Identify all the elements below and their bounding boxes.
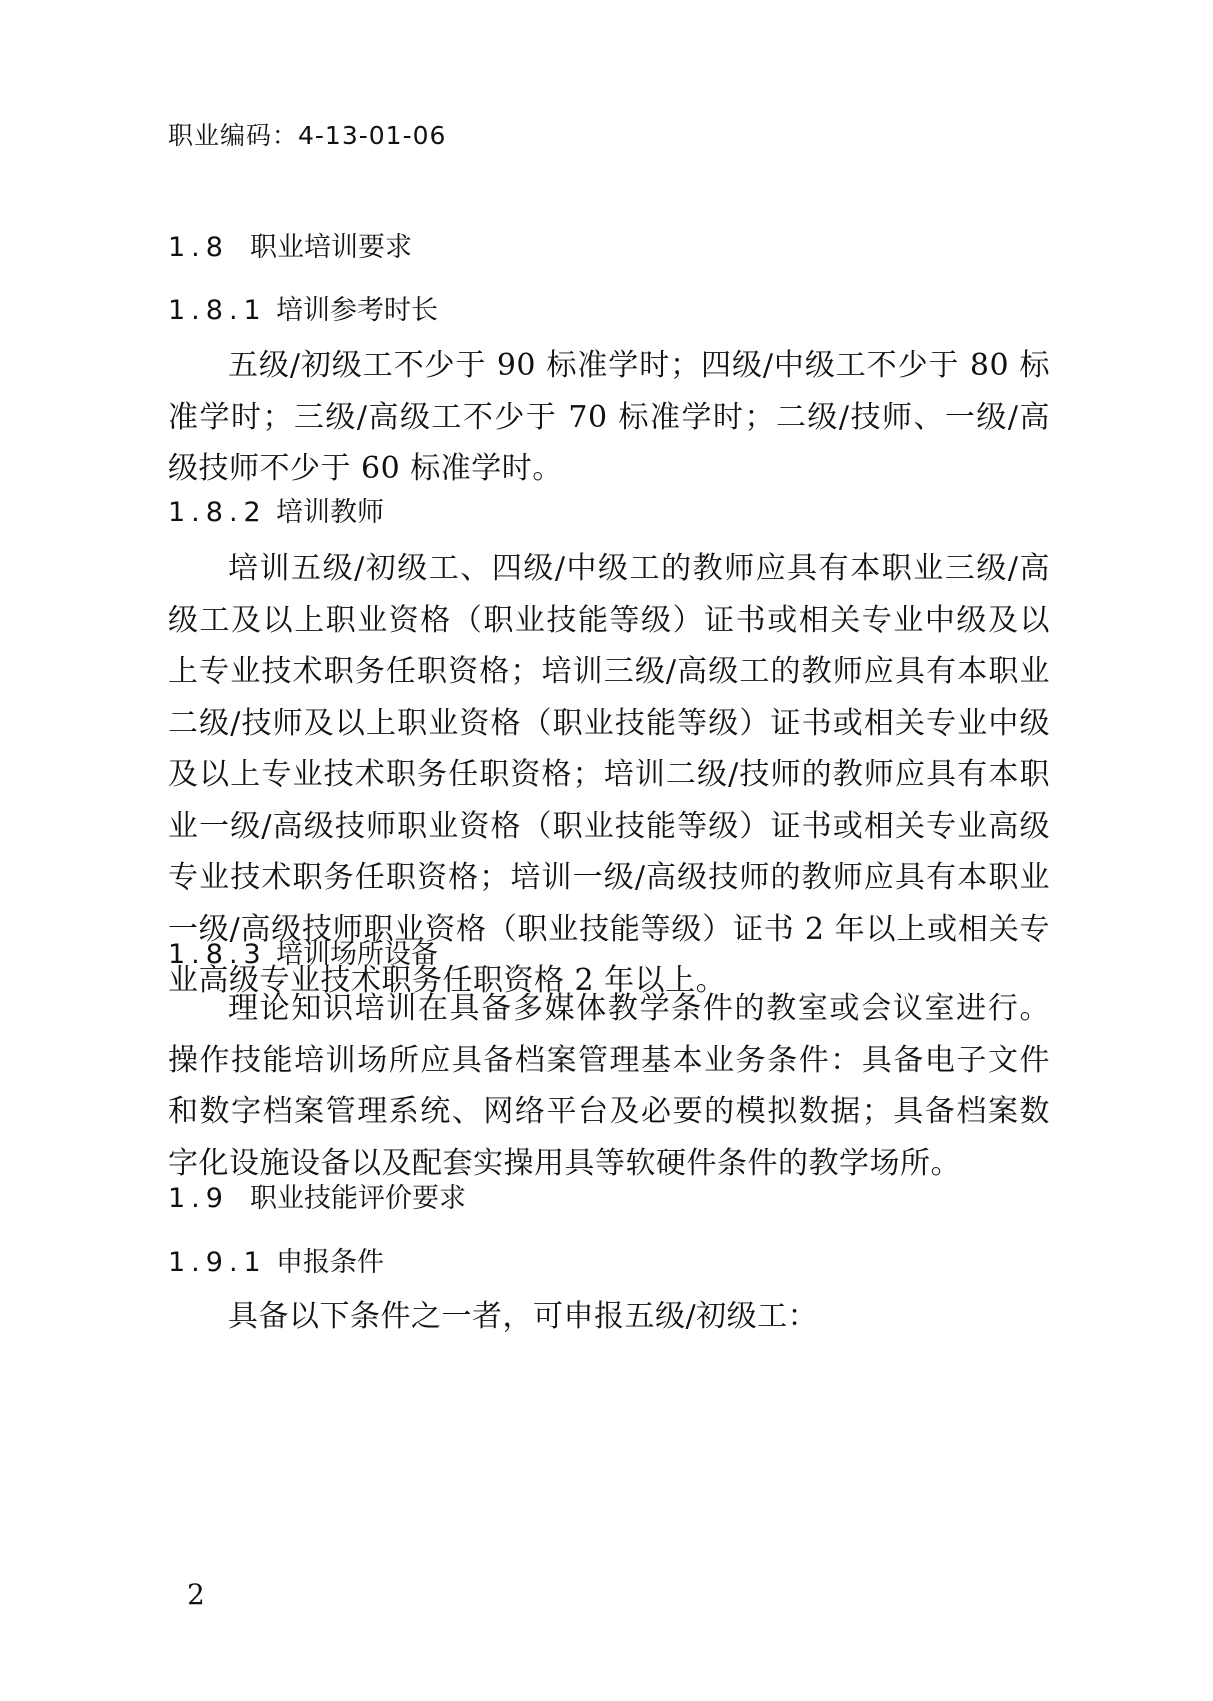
occupation-code: 职业编码：4-13-01-06 bbox=[168, 121, 447, 150]
section-number: 1.9.1 bbox=[168, 1247, 267, 1278]
section-title: 培训参考时长 bbox=[276, 295, 438, 326]
paragraph-application-conditions: 具备以下条件之一者，可申报五级/初级工： bbox=[228, 1299, 819, 1334]
section-heading-1-8-1 bbox=[168, 288, 438, 327]
section-title: 申报条件 bbox=[276, 1247, 384, 1278]
section-heading-1-9 bbox=[168, 1176, 466, 1215]
section-title: 培训教师 bbox=[276, 497, 384, 528]
section-heading-1-9-1 bbox=[168, 1240, 384, 1279]
section-heading-1-8-2 bbox=[168, 490, 384, 529]
section-number: 1.8.1 bbox=[168, 295, 267, 326]
section-number: 1.9 bbox=[168, 1183, 229, 1214]
paragraph-training-venue: 理论知识培训在具备多媒体教学条件的教室或会议室进行。操作技能培训场所应具备档案管理基本业务条件：具备电子文件和数字档案管理系统、网络平台及必要的模拟数据；具备档案数字化设施设备以及配套实操用具等软硬件条件的教学场所。 bbox=[168, 991, 1050, 1181]
paragraph-training-teachers: 培训五级/初级工、四级/中级工的教师应具有本职业三级/高级工及以上职业资格（职业技能等级）证书或相关专业中级及以上专业技术职务任职资格；培训三级/高级工的教师应具有本职业二级/技师及以上职业资格（职业技能等级）证书或相关专业中级及以上专业技术职务任职资格；培训二级/技师的教师应具有本职业一级/高级技师职业资格（职业技能等级）证书或相关专业高级专业技术职务任职资格；培训一级/高级技师的教师应具有本职业一级/高级技师职业资格（职业技能等级）证书 2 年以上或相关专业高级专业技术职务任职资格 2 年以上。 bbox=[168, 551, 1050, 998]
section-number: 1.8.2 bbox=[168, 497, 267, 528]
section-number: 1.8.3 bbox=[168, 939, 267, 970]
section-title: 职业技能评价要求 bbox=[250, 1183, 466, 1214]
section-title: 职业培训要求 bbox=[250, 232, 412, 263]
page-number: 2 bbox=[187, 1578, 205, 1611]
section-title: 培训场所设备 bbox=[276, 939, 438, 970]
section-heading-1-8-3 bbox=[168, 932, 438, 971]
section-heading-1-8 bbox=[168, 225, 412, 264]
section-number: 1.8 bbox=[168, 232, 229, 263]
paragraph-training-hours: 五级/初级工不少于 90 标准学时；四级/中级工不少于 80 标准学时；三级/高级工不少于 70 标准学时；二级/技师、一级/高级技师不少于 60 标准学时。 bbox=[168, 348, 1050, 486]
